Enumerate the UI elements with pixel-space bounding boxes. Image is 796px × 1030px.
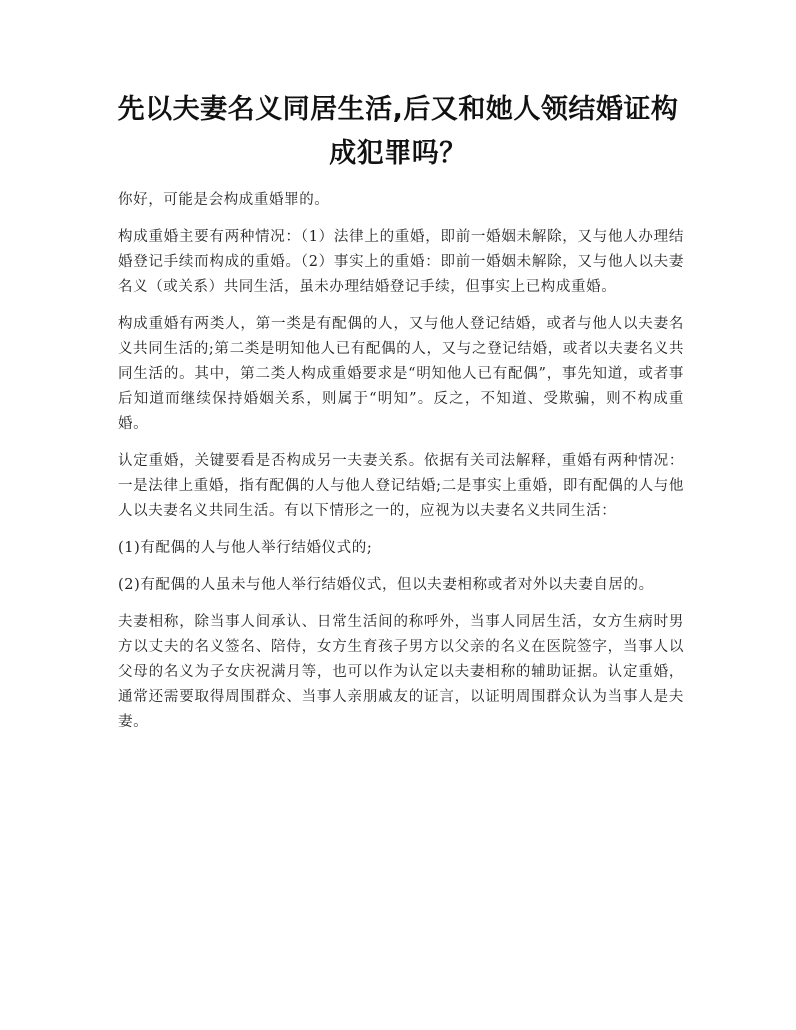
document-body <box>118 188 684 747</box>
document-title: 先以夫妻名义同居生活,后又和她人领结婚证构成犯罪吗？ <box>117 94 679 169</box>
paragraph-intro: 你好，可能是会构成重婚罪的。 <box>118 192 330 208</box>
paragraph-determination: 认定重婚，关键要看是否构成另一夫妻关系。依据有关司法解释，重婚有两种情况：一是法律上重婚，指有配偶的人与他人登记结婚;二是事实上重婚，即有配偶的人与他人以夫妻名义共同生活。有以下情形之一的，应视为以夫妻名义共同生活： <box>118 453 684 519</box>
paragraph-item-2: (2)有配偶的人虽未与他人举行结婚仪式，但以夫妻相称或者对外以夫妻自居的。 <box>118 577 654 593</box>
paragraph-two-situations: 构成重婚主要有两种情况：（1）法律上的重婚，即前一婚姻未解除，又与他人办理结婚登记手续而构成的重婚。（2）事实上的重婚：即前一婚姻未解除，又与他人以夫妻名义（或关系）共同生活，虽未办理结婚登记手续，但事实上已构成重婚。 <box>118 229 684 295</box>
paragraph-spouse-evidence: 夫妻相称，除当事人间承认、日常生活间的称呼外，当事人同居生活，女方生病时男方以丈夫的名义签名、陪侍，女方生育孩子男方以父亲的名义在医院签字，当事人以父母的名义为子女庆祝满月等，也可以作为认定以夫妻相称的辅助证据。认定重婚，通常还需要取得周围群众、当事人亲朋戚友的证言，以证明周围群众认为当事人是夫妻。 <box>118 614 684 730</box>
paragraph-two-types-of-people: 构成重婚有两类人，第一类是有配偶的人，又与他人登记结婚，或者与他人以夫妻名义共同生活的;第二类是明知他人已有配偶的人，又与之登记结婚，或者以夫妻名义共同生活的。其中，第二类人构成重婚要求是“明知他人已有配偶”，事先知道，或者事后知道而继续保持婚姻关系，则属于“明知”。反之，不知道、受欺骗，则不构成重婚。 <box>118 316 684 432</box>
paragraph-item-1: (1)有配偶的人与他人举行结婚仪式的; <box>118 540 373 556</box>
